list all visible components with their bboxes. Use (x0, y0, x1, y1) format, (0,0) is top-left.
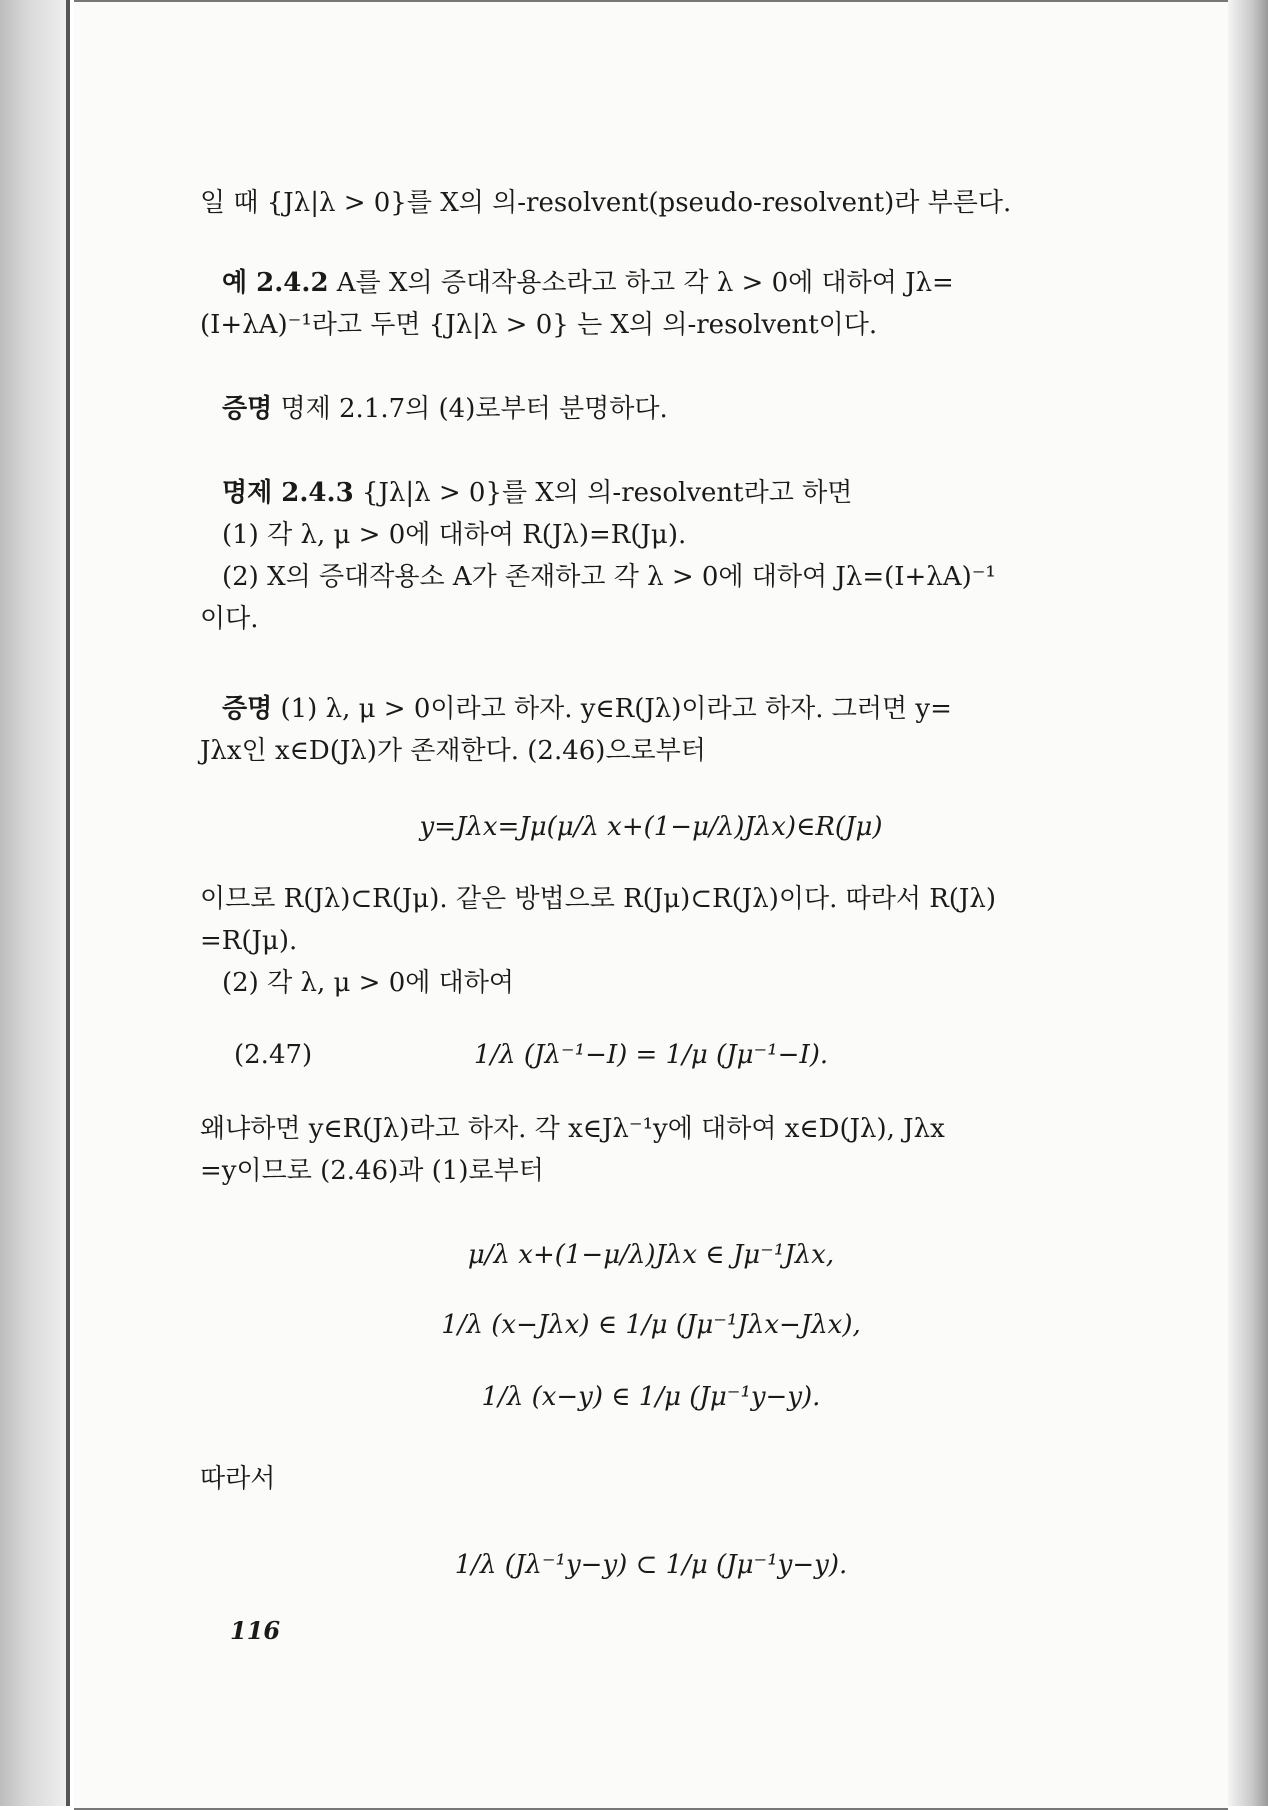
proof-line (74, 392, 1268, 426)
example-text: A를 X의 증대작용소라고 하고 각 λ > 0에 대하여 Jλ= (328, 268, 954, 298)
text-line: (1) 각 λ, μ > 0에 대하여 R(Jλ)=R(Jμ). (222, 520, 687, 550)
equation: y=Jλx=Jμ(μ/λ x+(1−μ/λ)Jλx)∈R(Jμ) (419, 812, 883, 842)
text-line: (2) 각 λ, μ > 0에 대하여 (222, 968, 514, 998)
text-line: =y이므로 (2.46)과 (1)로부터 (200, 1156, 544, 1186)
equation-2-47 (74, 1038, 1228, 1072)
text-line: (2) X의 증대작용소 A가 존재하고 각 λ > 0에 대하여 Jλ=(I+λA)⁻¹ (222, 562, 996, 592)
text-line: Jλx인 x∈D(Jλ)가 존재한다. (2.46)으로부터 (200, 736, 706, 766)
proof-label: 증명 (222, 394, 273, 424)
example-label: 예 2.4.2 (222, 268, 329, 298)
text-line: =R(Jμ). (200, 926, 298, 956)
proof-text: (1) λ, μ > 0이라고 하자. y∈R(Jλ)이라고 하자. 그러면 y= (272, 694, 952, 724)
equation: 1/λ (Jλ⁻¹y−y) ⊂ 1/μ (Jμ⁻¹y−y). (454, 1550, 848, 1580)
example-heading-line (74, 266, 1268, 300)
equation: μ/λ x+(1−μ/λ)Jλx ∈ Jμ⁻¹Jλx, (467, 1240, 835, 1270)
text-line: 이다. (200, 604, 259, 634)
page-number: 116 (230, 1616, 281, 1645)
proposition-label: 명제 2.4.3 (222, 478, 354, 508)
proposition-heading-line (74, 476, 1268, 510)
text-line: 왜냐하면 y∈R(Jλ)라고 하자. 각 x∈Jλ⁻¹y에 대하여 x∈D(Jλ), Jλx (200, 1114, 945, 1144)
equation-body: 1/λ (Jλ⁻¹−I) = 1/μ (Jμ⁻¹−I). (473, 1040, 829, 1070)
book-page (74, 0, 1228, 1810)
equation: 1/λ (x−Jλx) ∈ 1/μ (Jμ⁻¹Jλx−Jλx), (441, 1310, 861, 1340)
proposition-text: {Jλ|λ > 0}를 X의 의-resolvent라고 하면 (353, 478, 853, 508)
equation-number: (2.47) (234, 1040, 313, 1070)
proof-line (74, 692, 1268, 726)
book-spine-shadow (0, 0, 70, 1806)
text-line: (I+λA)⁻¹라고 두면 {Jλ|λ > 0} 는 X의 의-resolvent이다. (200, 310, 878, 340)
proof-label: 증명 (222, 694, 273, 724)
text-line: 따라서 (200, 1464, 276, 1494)
text-line: 일 때 {Jλ|λ > 0}를 X의 의-resolvent(pseudo-resolvent)라 부른다. (200, 188, 1012, 218)
proof-text: 명제 2.1.7의 (4)로부터 분명하다. (272, 394, 668, 424)
equation: 1/λ (x−y) ∈ 1/μ (Jμ⁻¹y−y). (481, 1382, 821, 1412)
text-line: 이므로 R(Jλ)⊂R(Jμ). 같은 방법으로 R(Jμ)⊂R(Jλ)이다. 따라서 R(Jλ) (200, 884, 996, 914)
